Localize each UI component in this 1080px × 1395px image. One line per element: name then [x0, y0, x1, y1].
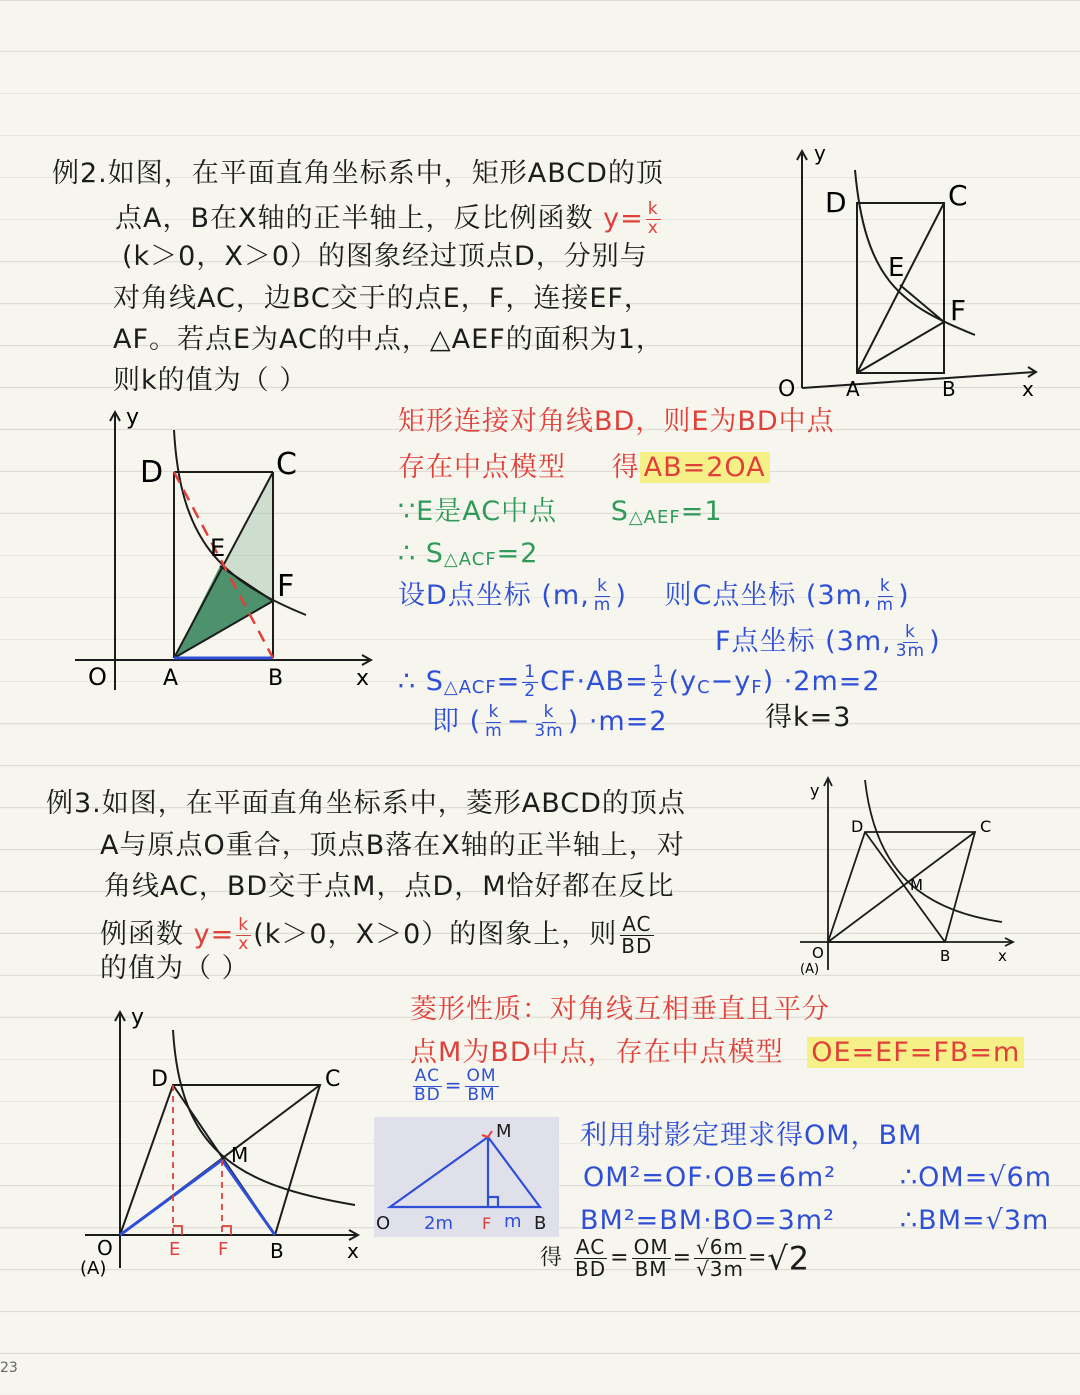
sol3-om-bm	[465, 1068, 499, 1105]
frac-d: m	[593, 594, 612, 615]
sol3-ac-bd	[412, 1068, 443, 1105]
ex3-figure-4	[75, 1000, 375, 1285]
sol3-midpoint: 点M为BD中点，存在中点模型	[410, 1037, 784, 1068]
sol2-s: S	[610, 496, 629, 527]
func-numerator: k	[647, 199, 659, 219]
fig3-label-x: x	[998, 947, 1007, 965]
sol2-line-6	[715, 624, 941, 661]
inset-bg	[374, 1117, 559, 1237]
ex2-line-1: 例2.如图，在平面直角坐标系中，矩形ABCD的顶	[52, 158, 664, 189]
sol2-therefore-s: ∴ S	[398, 538, 444, 569]
fig3-label-O: O	[812, 944, 824, 962]
sol2-line-1: 矩形连接对角线BD，则E为BD中点	[398, 406, 835, 437]
sol2-c-coord: 则C点坐标 (3m,	[664, 579, 873, 611]
sol2-yf: −y	[710, 665, 752, 697]
frac-d: 2	[652, 680, 665, 701]
frac-n: √6m	[696, 1235, 744, 1259]
frac-d: m	[876, 594, 895, 615]
sol2-d-coord: 设D点坐标 (m,	[398, 579, 590, 611]
frac-n: k	[904, 622, 916, 642]
sol2-paren: )	[929, 625, 941, 657]
sol3-final-ac-bd	[573, 1237, 608, 1280]
tri-label-m: m	[504, 1211, 522, 1232]
sol2-paren: )	[898, 579, 910, 611]
func-denominator: x	[647, 217, 659, 238]
sol2-line-5	[398, 578, 910, 615]
fig1-label-y: y	[814, 141, 826, 165]
frac-d: 3m	[895, 640, 926, 661]
fig2-label-D: D	[140, 455, 164, 490]
ex3-ac-bd	[619, 914, 654, 957]
sol2-km	[483, 704, 505, 741]
frac-n: k	[879, 576, 891, 596]
tri-label-M: M	[496, 1121, 512, 1142]
fig2-label-O: O	[88, 663, 107, 691]
frac-d: BD	[621, 934, 653, 958]
sol3-om-result: ∴OM=√6m	[900, 1162, 1053, 1193]
frac-n: k	[597, 576, 608, 596]
eq: =	[747, 1245, 768, 1271]
fig4-label-x: x	[347, 1239, 359, 1263]
ex2-function	[603, 199, 663, 238]
frac-d: √3m	[696, 1257, 744, 1281]
ex3-line-3: 角线AC，BD交于点M，点D，M恰好都在反比	[104, 871, 675, 902]
tri-label-O: O	[376, 1213, 391, 1234]
fig1-label-A: A	[846, 377, 860, 401]
frac-d: BM	[467, 1084, 496, 1105]
tri-label-F: F	[482, 1214, 492, 1233]
ex2-line-2	[115, 201, 663, 238]
sol3-line-2	[410, 1039, 1024, 1066]
sol3-oe-ef-fb: OE=EF=FB=m	[807, 1037, 1024, 1068]
frac-d: 3m	[534, 720, 564, 741]
sol2-cf-ab: CF·AB=	[540, 665, 649, 697]
sol3-final	[540, 1237, 810, 1280]
fig2-label-E: E	[210, 534, 226, 562]
ex3-figure-3	[790, 770, 1030, 980]
ex3-line-2: A与原点O重合，顶点B落在X轴的正半轴上，对	[100, 830, 685, 861]
sol2-f-frac	[894, 624, 927, 661]
ex2-line-5: AF。若点E为AC的中点，△AEF的面积为1，	[113, 324, 664, 355]
sol2-yf-sub: F	[751, 676, 763, 698]
sol2-eq: =	[496, 665, 521, 697]
sol2-line-8	[432, 704, 668, 741]
sol2-line-2	[398, 454, 770, 481]
sol2-minus: −	[506, 705, 531, 737]
sol2-half-2	[651, 664, 667, 701]
fig3-label-B: B	[940, 947, 951, 965]
ex2-line-2-text: 点A，B在X轴的正半轴上，反比例函数	[115, 202, 594, 234]
fig2-label-B: B	[268, 666, 284, 691]
fig2-label-F: F	[277, 569, 295, 604]
frac-n: 1	[524, 662, 537, 682]
fig1-label-E: E	[888, 253, 905, 283]
fig2-label-y: y	[126, 405, 140, 430]
ex3-line-4	[100, 914, 656, 957]
sol2-f-coord: F点坐标 (3m,	[715, 625, 892, 657]
sol2-e-midpoint: ∵E是AC中点	[398, 496, 558, 527]
sol2-eq1: =1	[680, 496, 723, 527]
fig1-label-B: B	[942, 377, 956, 401]
fig3-label-A: (A)	[800, 962, 820, 977]
eq: =	[610, 1245, 630, 1271]
sol3-final-root	[694, 1237, 746, 1280]
ex2-figure-1	[770, 140, 1050, 405]
fig4-label-M: M	[231, 1143, 249, 1167]
func-y: y=	[193, 919, 235, 950]
eq: =	[672, 1245, 693, 1271]
fig4-label-E: E	[169, 1239, 181, 1260]
page-number: 23	[0, 1360, 18, 1376]
frac-n: AC	[414, 1066, 440, 1086]
sol3-final-om-bm	[632, 1237, 671, 1280]
sol2-eq2: =2	[496, 538, 539, 569]
ex2-line-3: (k＞0，X＞0）的图象经过顶点D，分别与	[122, 241, 648, 272]
sol3-bm-result: ∴BM=√3m	[900, 1205, 1050, 1236]
ex3-line-5: 的值为（ ）	[100, 953, 250, 984]
sol3-line-5: BM²=BM·BO=3m²	[580, 1205, 835, 1236]
sol2-line-7	[398, 664, 881, 701]
sol2-d-frac	[592, 578, 614, 615]
func-denominator: x	[238, 934, 250, 954]
sol2-acf-sub: △ACF	[443, 549, 497, 570]
frac-n: OM	[633, 1235, 669, 1259]
sol3-triangle-inset	[374, 1117, 559, 1237]
fig1-label-C: C	[948, 179, 968, 212]
sol2-half-1	[522, 664, 538, 701]
fig4-label-C: C	[325, 1067, 341, 1092]
fig3-label-C: C	[980, 817, 992, 836]
sol2-aef-sub: △AEF	[628, 507, 681, 528]
tri-label-B: B	[534, 1213, 547, 1234]
ex3-line-1: 例3.如图，在平面直角坐标系中，菱形ABCD的顶点	[46, 788, 686, 819]
fig1-label-F: F	[950, 294, 967, 327]
sol2-2m: ) ·2m=2	[762, 665, 881, 697]
frac-d: 2	[524, 680, 537, 701]
fig4-label-B: B	[270, 1239, 284, 1263]
fig4-label-F: F	[218, 1239, 229, 1260]
ex2-line-6: 则k的值为（ ）	[113, 365, 308, 396]
frac-d: m	[485, 720, 503, 741]
sol3-line-4: OM²=OF·OB=6m²	[583, 1162, 837, 1193]
fig3-label-M: M	[910, 876, 923, 894]
sol3-get: 得	[540, 1245, 564, 1271]
sol3-line-1: 菱形性质：对角线互相垂直且平分	[410, 994, 830, 1025]
frac-d: BD	[414, 1084, 441, 1105]
sol2-s-acf: ∴ S	[398, 665, 444, 697]
frac-n: OM	[466, 1066, 497, 1086]
ex2-line-4: 对角线AC，边BC交于的点E，F，连接EF，	[113, 283, 652, 314]
fig4-label-A: (A)	[80, 1258, 107, 1279]
sol3-eq: =	[444, 1072, 463, 1097]
ex3-line-4-cont: (k＞0，X＞0）的图象上，则	[253, 919, 618, 950]
func-y: y=	[603, 202, 644, 234]
sol3-result: √2	[767, 1239, 811, 1278]
fig2-label-x: x	[356, 666, 370, 691]
fig3-label-D: D	[851, 817, 864, 836]
sol2-acf-sub2: △ACF	[443, 676, 497, 698]
frac-n: AC	[622, 912, 652, 936]
sol2-ab-2oa: AB=2OA	[640, 452, 770, 483]
ex3-function	[193, 915, 254, 954]
sol2-line-3	[398, 498, 723, 527]
fig1-label-D: D	[825, 186, 847, 219]
fig1-label-O: O	[778, 377, 796, 402]
sol2-k3m	[532, 704, 565, 741]
sol2-answer: 得k=3	[765, 702, 852, 733]
sol2-line-4	[398, 540, 538, 569]
frac-n: AC	[575, 1235, 606, 1259]
sol2-yc-sub: C	[697, 676, 711, 698]
func-fraction	[646, 201, 661, 238]
ex3-line-4-text: 例函数	[100, 919, 184, 950]
sol2-m2: ) ·m=2	[567, 705, 668, 737]
fig2-label-C: C	[276, 447, 297, 482]
frac-n: 1	[652, 662, 665, 682]
fig2-label-A: A	[163, 666, 179, 691]
frac-d: BM	[634, 1257, 668, 1281]
sol2-c-frac	[875, 578, 897, 615]
sol3-line-3: 利用射影定理求得OM，BM	[580, 1120, 923, 1151]
frac-n: k	[488, 702, 500, 722]
fig1-label-x: x	[1022, 377, 1034, 401]
func-numerator: k	[238, 915, 250, 936]
sol2-ie: 即 (	[432, 705, 482, 737]
frac-n: k	[543, 702, 555, 722]
ex2-figure-2	[70, 400, 390, 700]
fig4-label-O: O	[97, 1236, 113, 1260]
fig4-label-y: y	[131, 1005, 145, 1030]
fig4-label-D: D	[151, 1067, 168, 1092]
sol3-ratio	[410, 1068, 501, 1105]
sol2-yc: (y	[668, 665, 698, 697]
sol2-get: 得	[611, 452, 640, 483]
sol2-midpoint-model: 存在中点模型	[398, 452, 566, 483]
frac-d: BD	[575, 1257, 607, 1281]
tri-label-2m: 2m	[424, 1213, 453, 1234]
sol2-paren: )	[615, 579, 627, 611]
func-fraction	[236, 917, 251, 954]
fig3-label-y: y	[810, 781, 820, 800]
